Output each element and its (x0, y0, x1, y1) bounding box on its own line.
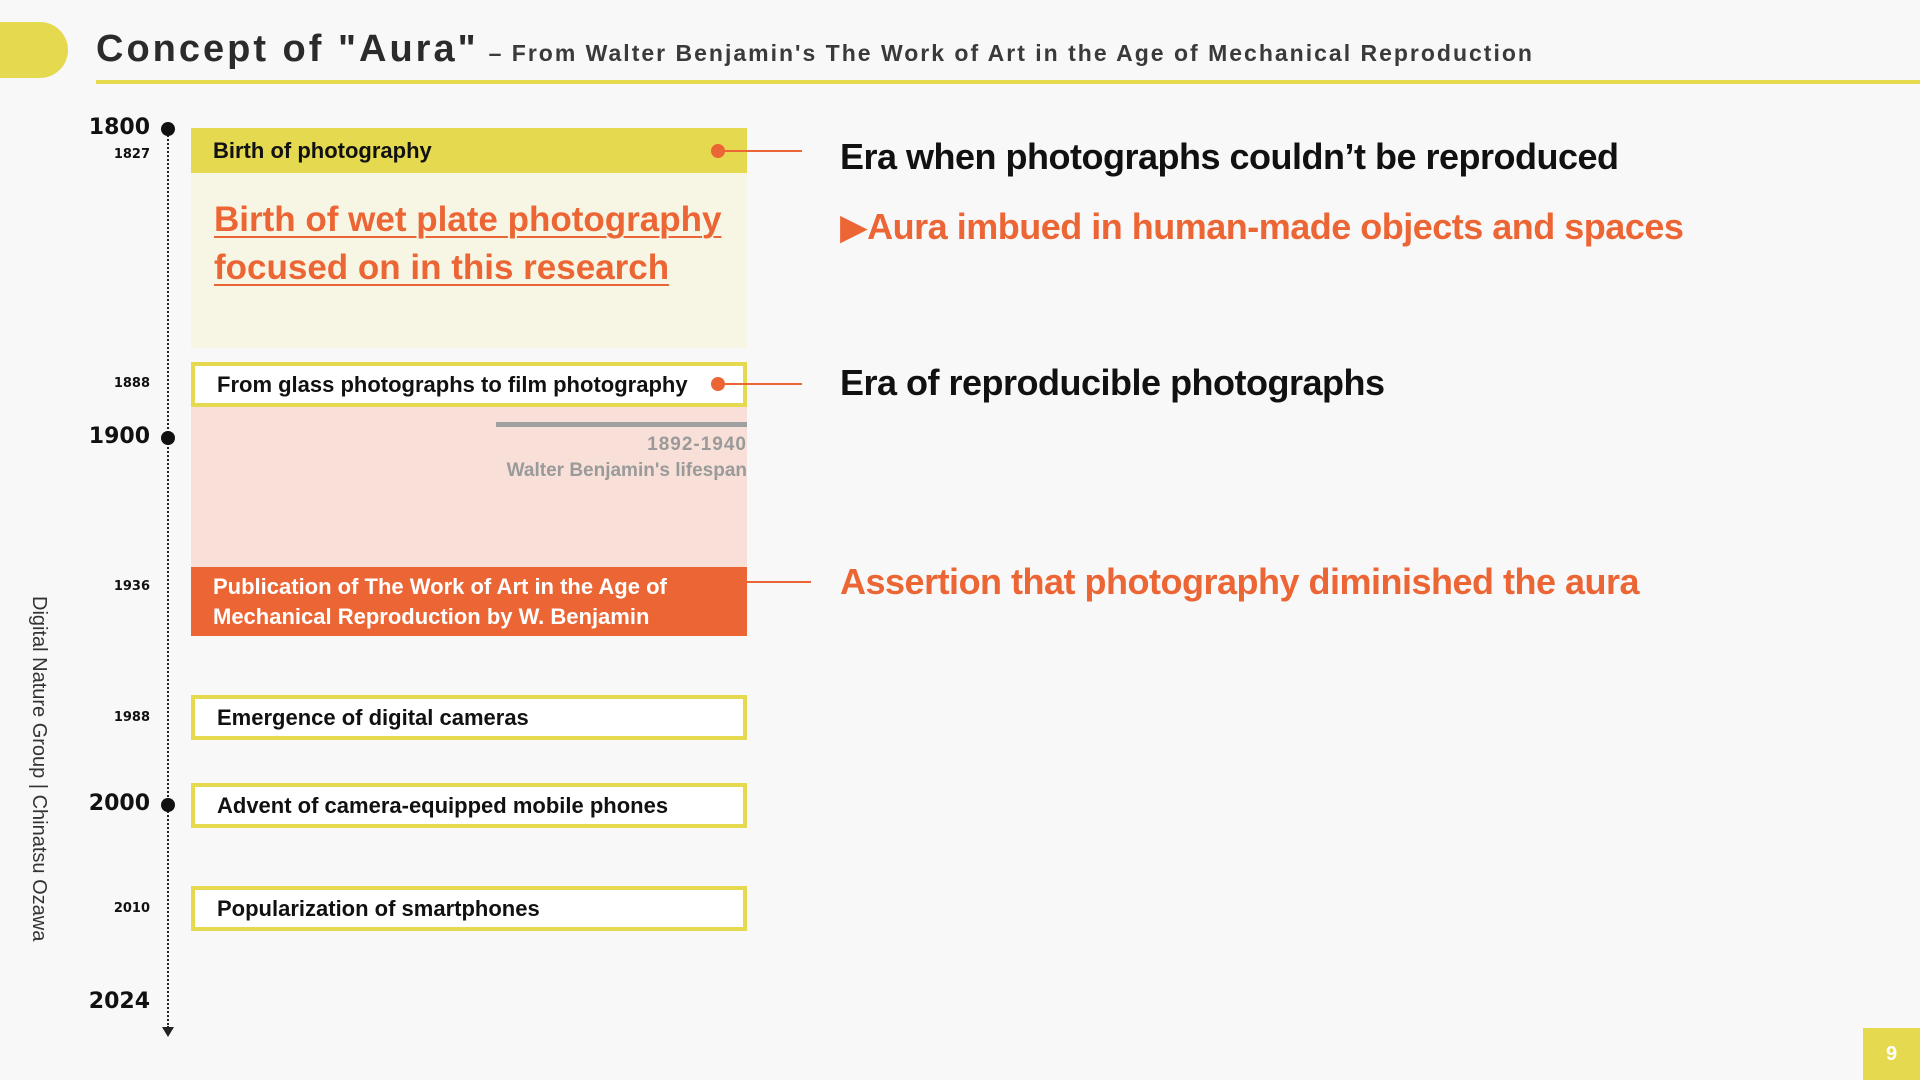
year-label-2000: 2000 (88, 791, 150, 816)
publication-line-1: Publication of The Work of Art in the Age of (213, 573, 667, 599)
year-label-1936: 1936 (113, 579, 150, 594)
wet-plate-highlight (214, 196, 734, 292)
year-dot-1800 (161, 122, 175, 136)
event-label: Advent of camera-equipped mobile phones (217, 792, 669, 818)
note-aura-imbued: ▶Aura imbued in human-made objects and spaces (840, 206, 1684, 247)
side-credit: Digital Nature Group | Chinatsu Ozawa (28, 596, 50, 942)
header-underline (96, 80, 1920, 84)
year-dot-2000 (161, 798, 175, 812)
year-dot-1900 (161, 431, 175, 445)
event-publication (191, 567, 747, 636)
page-subtitle: – From Walter Benjamin's The Work of Art in the Age of Mechanical Reproduction (488, 40, 1534, 66)
timeline-arrow-icon (162, 1027, 174, 1037)
event-label: Birth of photography (213, 137, 432, 163)
event-label: Popularization of smartphones (217, 895, 540, 921)
event-smartphones (191, 886, 747, 931)
note-assertion: Assertion that photography diminished the aura (840, 561, 1640, 602)
event-glass-to-film (191, 362, 747, 407)
benjamin-lifespan-bar (496, 422, 747, 427)
event-label: From glass photographs to film photography (217, 371, 688, 397)
connector-line-1936 (747, 581, 811, 583)
year-label-1900: 1900 (88, 424, 150, 449)
connector-line-1888 (718, 383, 802, 385)
year-label-1800: 1800 (88, 115, 150, 140)
wet-plate-line-1: Birth of wet plate photography (214, 200, 722, 239)
benjamin-lifespan-years: 1892-1940 (647, 434, 747, 455)
page-number-badge: 9 (1863, 1028, 1920, 1080)
wet-plate-line-2: focused on in this research (214, 248, 670, 287)
event-digital-cameras (191, 695, 747, 740)
note-era-reproducible: Era of reproducible photographs (840, 362, 1385, 403)
year-label-1827: 1827 (113, 147, 150, 162)
timeline-axis (167, 128, 169, 1028)
year-label-2024: 2024 (88, 989, 150, 1014)
year-label-2010: 2010 (113, 901, 150, 916)
page-title: Concept of "Aura" (96, 28, 479, 70)
event-camera-mobile-phones (191, 783, 747, 828)
event-birth-of-photography (191, 128, 747, 173)
connector-line-1827 (718, 150, 802, 152)
year-label-1888: 1888 (113, 376, 150, 391)
year-label-1988: 1988 (113, 710, 150, 725)
event-label: Emergence of digital cameras (217, 704, 529, 730)
publication-line-2: Mechanical Reproduction by W. Benjamin (213, 603, 650, 629)
note-era-not-reproduced: Era when photographs couldn’t be reproduced (840, 136, 1619, 177)
header-accent-tab (0, 22, 68, 78)
benjamin-lifespan-label: Walter Benjamin's lifespan (506, 460, 747, 481)
publication-text (213, 572, 667, 632)
page-title-group (96, 28, 1534, 71)
